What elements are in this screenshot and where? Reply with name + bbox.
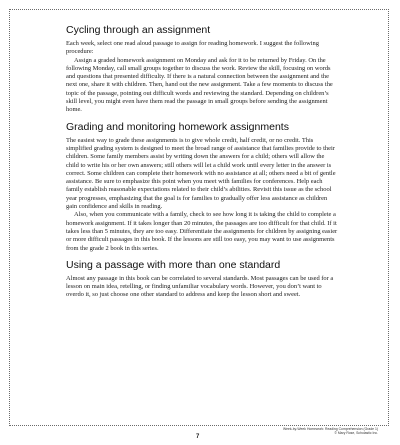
section-cycling [66, 24, 338, 115]
section-heading: Grading and monitoring homework assignments [66, 120, 289, 133]
footer-credit [283, 427, 378, 436]
section-heading: Using a passage with more than one standard [66, 258, 281, 271]
page-content [66, 24, 338, 306]
section-multiple-standards [66, 259, 338, 300]
book-title: Week-by-Week Homework: Reading Comprehension (Grade 1) [282, 427, 378, 431]
page-number: 7 [196, 434, 200, 440]
section-grading [66, 121, 338, 253]
copyright: © Mary Rose, Scholastic Inc. [334, 431, 378, 436]
paragraph: The easiest way to grade these assignments is to give whole credit, half credit, or no credit. This simplified grading system is designed to meet the broad range of assistance that families provide to their children. Some family members assist by writing down the answers for a child; others will allow the child to write his or her own answers; still others will let a child work until every letter in the answer is correct. Some children can complete their homework with no assistance at all; others need a bit of gentle assistance. Be sure to emphasize this point when you meet with families for conferences. Help each family establish reasonable expectations related to their child’s abilities. Revisit this issue as the school year progresses, emphasizing that the goal is for families to gradually offer less assistance as children gain confidence and skills in reading. [66, 136, 336, 211]
paragraph: Also, when you communicate with a family, check to see how long it is taking the child to complete a homework assignment. If it takes longer than 20 minutes, the passages are too difficult for that child. If it takes less than 5 minutes, they are too easy. Differentiate the assignments for children by assigning easier or more difficult passages in this book. If the lessons are still too easy, you may want to use assignments from the grade 2 book in this series. [66, 211, 338, 252]
section-heading: Cycling through an assignment [66, 24, 211, 36]
paragraph: Each week, select one read aloud passage to assign for reading homework. I suggest the following procedure: [66, 40, 319, 56]
paragraph: Assign a graded homework assignment on Monday and ask for it to be returned by Friday. On the following Monday, call small groups together to discuss the work. Review the skill, focusing on words and questions that presented difficulty. If there is a natural connection between the assignment and the next one, share it with children. Then, hand out the new assignment. Take a few moments to discuss the topic of the passage, pointing out difficult words and reviewing the standard. Depending on children’s skill level, you might even have them read the passage in small groups before sending the assignment home. [66, 56, 333, 114]
paragraph: Almost any passage in this book can be correlated to several standards. Most passages can be used for a lesson on main idea, retelling, or finding unfamiliar vocabulary words. However, you don’t want to overdo it, so just choose one other standard to address and keep the lesson short and sweet. [66, 274, 334, 299]
